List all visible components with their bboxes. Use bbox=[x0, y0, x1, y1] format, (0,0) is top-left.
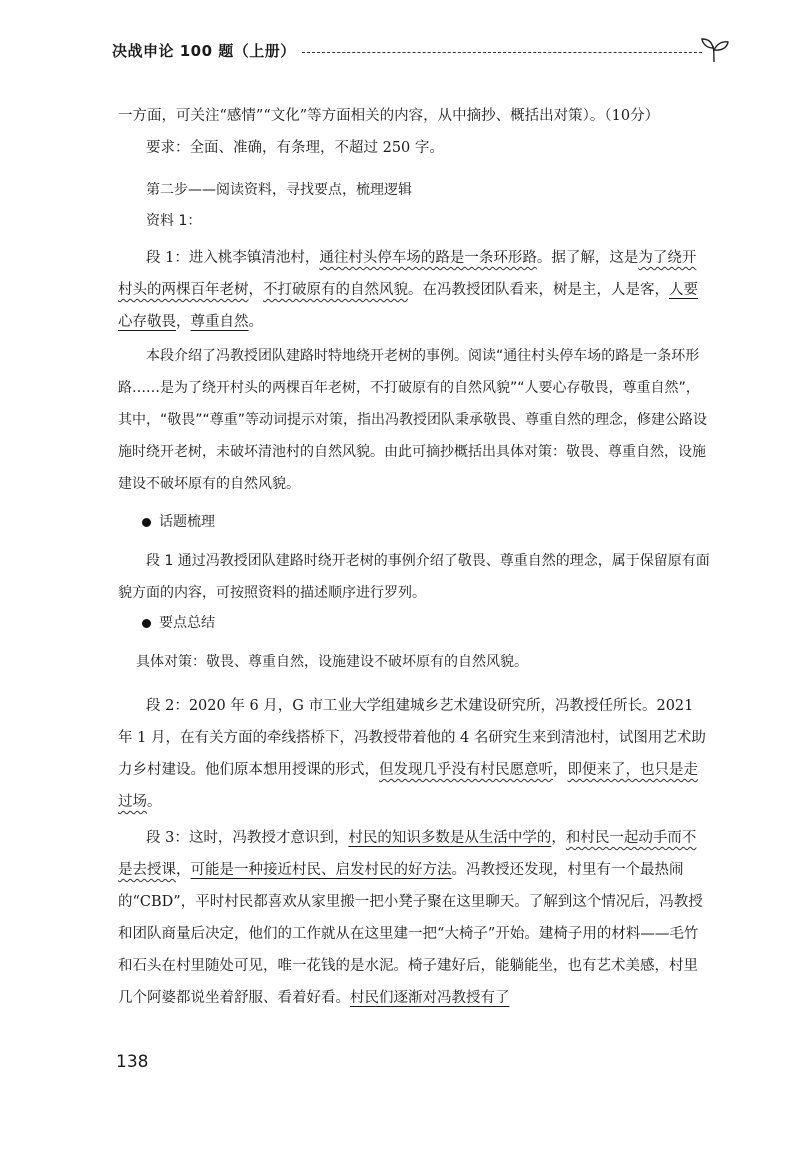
para3-underlined-phrase: 村民们逐渐对冯教授有了 bbox=[350, 990, 510, 1006]
topic-heading-text: 话题梳理 bbox=[159, 514, 215, 530]
para3-underlined-phrase: 和村民一起动手而不是去授课 bbox=[118, 830, 697, 878]
para1-text: 。 bbox=[248, 314, 263, 330]
bullet-icon bbox=[142, 518, 151, 527]
requirement-line: 要求：全面、准确，有条理，不超过 250 字。 bbox=[146, 140, 444, 156]
para1-text: 。据了解，这是 bbox=[536, 250, 639, 266]
summary-paragraph: 具体对策：敬畏、尊重自然，设施建设不破坏原有的自然风貌。 bbox=[136, 654, 528, 670]
para3-text: 段 3：这时，冯教授才意识到， bbox=[146, 830, 349, 846]
material-label: 资料 1： bbox=[146, 213, 202, 229]
para3-text: ， bbox=[551, 830, 566, 846]
para1-underlined-phrase: 为了绕开村头的两棵百年老树 bbox=[118, 250, 697, 298]
para3-text: ， bbox=[176, 862, 191, 878]
para3-underlined-phrase: 可能是一种接近村民、启发村民的好方法 bbox=[190, 862, 452, 878]
para1-underlined-phrase: 尊重自然 bbox=[190, 314, 249, 330]
summary-heading-text: 要点总结 bbox=[159, 615, 215, 631]
para1-underlined-phrase: 通往村头停车场的路是一条环形路 bbox=[319, 250, 537, 266]
para1-underlined-phrase: 不打破原有的自然风貌 bbox=[263, 282, 408, 298]
para1-text: 。在冯教授团队看来，树是主，人是客， bbox=[408, 282, 669, 298]
para1-text: ， bbox=[176, 314, 191, 330]
bullet-icon bbox=[142, 619, 151, 628]
paragraph-2 bbox=[118, 690, 710, 818]
para1-underlined-phrase: 人要心存敬畏 bbox=[118, 282, 698, 330]
intro-line: 一方面，可关注“感情”“文化”等方面相关的内容，从中摘抄、概括出对策）。（10分） bbox=[118, 108, 660, 124]
analysis-paragraph: 本段介绍了冯教授团队建路时特地绕开老树的事例。阅读“通往村头停车场的路是一条环形路……是为了绕开村头的两棵百年老树，不打破原有的自然风貌”“人要心存敬畏，尊重自然”，其中，“敬畏”“尊重”等动词提示对策，指出冯教授团队秉承敬畏、尊重自然的理念，修建公路设施时绕开老树，未破坏清池村的自然风貌。由此可摘抄概括出具体对策：敬畏、尊重自然，设施建设不破坏原有的自然风貌。 bbox=[118, 348, 708, 492]
para2-underlined-phrase: 即便来了，也只是走过场 bbox=[118, 762, 698, 810]
page-number: 138 bbox=[116, 1052, 149, 1072]
header-rule bbox=[302, 52, 702, 53]
para3-underlined-phrase: 村民的知识多数是从生活中学的 bbox=[348, 830, 552, 846]
para1-text: 段 1：进入桃李镇清池村， bbox=[146, 250, 320, 266]
summary-heading bbox=[142, 612, 215, 632]
book-title: 决战申论 100 题（上册） bbox=[112, 42, 296, 60]
topic-paragraph: 段 1 通过冯教授团队建路时绕开老树的事例介绍了敬畏、尊重自然的理念，属于保留原有面貌方面的内容，可按照资料的描述顺序进行罗列。 bbox=[118, 553, 710, 601]
sprout-icon bbox=[700, 36, 730, 64]
para1-text: ， bbox=[248, 282, 263, 298]
paragraph-3 bbox=[118, 822, 710, 1014]
para2-text: ， bbox=[553, 762, 568, 778]
para2-text: 段 2：2020 年 6 月，G 市工业大学组建城乡艺术建设研究所，冯教授任所长。2021 年 1 月，在有关方面的牵线搭桥下，冯教授带着他的 4 名研究生来到清池村，试图用艺术助力乡村建设。他们原本想用授课的形式， bbox=[118, 698, 706, 778]
topic-heading bbox=[142, 511, 215, 531]
para2-text: 。 bbox=[147, 794, 162, 810]
step-heading: 第二步——阅读资料，寻找要点，梳理逻辑 bbox=[146, 182, 412, 198]
para3-text: 。冯教授还发现，村里有一个最热闹的“CBD”，平时村民都喜欢从家里搬一把小凳子聚在这里聊天。了解到这个情况后，冯教授和团队商量后决定，他们的工作就从在这里建一把“大椅子”开始。建椅子用的材料——毛竹和石头在村里随处可见，唯一花钱的是水泥。椅子建好后，能躺能坐，也有艺术美感，村里几个阿婆都说坐着舒服、看着好看。 bbox=[118, 862, 703, 1006]
running-header bbox=[112, 36, 722, 76]
paragraph-1 bbox=[118, 242, 710, 338]
para2-underlined-phrase: 但发现几乎没有村民愿意听 bbox=[379, 762, 553, 778]
